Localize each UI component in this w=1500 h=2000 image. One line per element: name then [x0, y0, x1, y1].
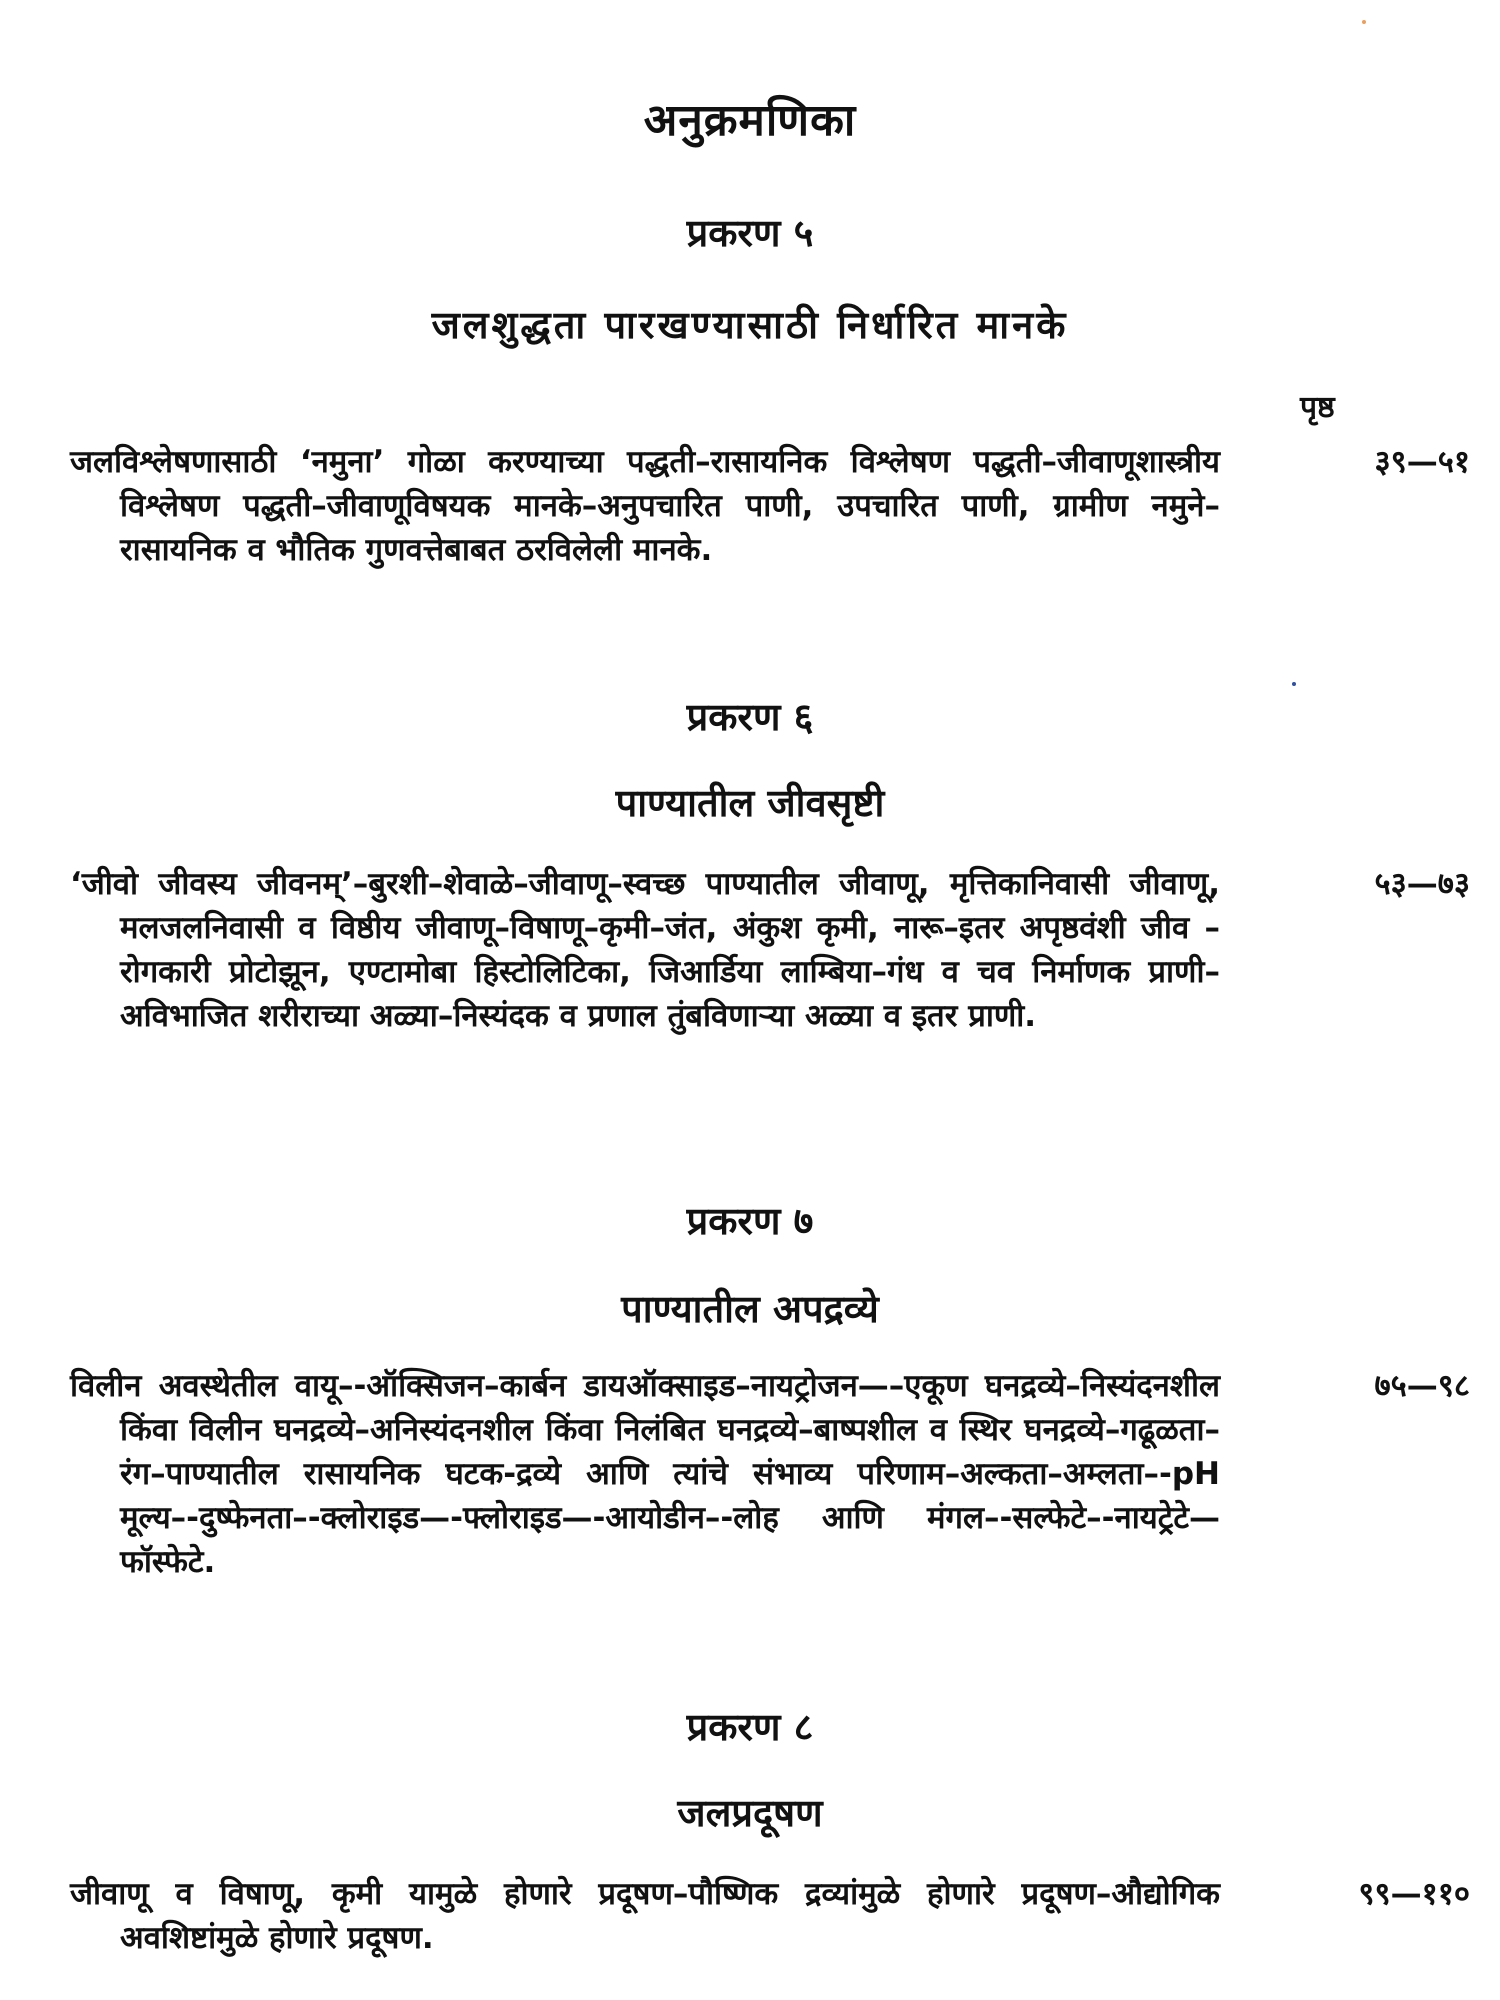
scan-speck — [1362, 20, 1366, 24]
chapter-8-title: जलप्रदूषण — [677, 1791, 823, 1835]
chapter-7-label: प्रकरण ७ — [686, 1199, 814, 1243]
chapter-7-pages: ७५—९८ — [1374, 1368, 1470, 1404]
chapter-8-summary: जीवाणू व विषाणू, कृमी यामुळे होणारे प्रदूषण–पौष्णिक द्रव्यांमुळे होणारे प्रदूषण–औद्योगिक अवशिष्टांमुळे होणारे प्रदूषण. — [70, 1876, 1220, 1956]
chapter-8-label: प्रकरण ८ — [686, 1705, 814, 1749]
chapter-6-summary: ‘जीवो जीवस्य जीवनम्’–बुरशी–शेवाळे–जीवाणू–स्वच्छ पाण्यातील जीवाणू, मृत्तिकानिवासी जीवाणू, मलजलनिवासी व विष्ठीय जीवाणू–विषाणू–कृमी–जंत, अंकुश कृमी, नारू–इतर अपृष्ठवंशी जीव –रोगकारी प्रोटोझून, एण्टामोबा हिस्टोलिटिका, जिआर्डिया लाम्बिया–गंध व चव निर्माणक प्राणी–अविभाजित शरीराच्या अळ्या–निस्यंदक व प्रणाल तुंबविणाऱ्या अळ्या व इतर प्राणी. — [70, 866, 1220, 1034]
chapter-8-pages: ९९—११० — [1358, 1876, 1470, 1912]
chapter-7-title: पाण्यातील अपद्रव्ये — [621, 1287, 879, 1331]
chapter-7-summary: विलीन अवस्थेतील वायू–-ऑक्सिजन–कार्बन डायऑक्साइड–नायट्रोजन—–एकूण घनद्रव्ये–निस्यंदनशील किंवा विलीन घनद्रव्ये–अनिस्यंदनशील किंवा निलंबित घनद्रव्ये–बाष्पशील व स्थिर घनद्रव्ये–गढूळता–रंग–पाण्यातील रासायनिक घटक-द्रव्ये आणि त्यांचे संभाव्य परिणाम–अल्कता–अम्लता–-pH मूल्य–-दुष्फेनता–-क्लोराइड—-फ्लोराइड—-आयोडीन–-लोह आणि मंगल–-सल्फेटे–-नायट्रेटे—फॉस्फेटे. — [70, 1368, 1220, 1580]
chapter-6-label: प्रकरण ६ — [686, 695, 814, 739]
chapter-5-title: जलशुद्धता पारखण्यासाठी निर्धारित मानके — [431, 303, 1069, 347]
chapter-6-pages: ५३—७३ — [1374, 866, 1470, 902]
scan-speck — [1292, 682, 1296, 686]
chapter-6-title: पाण्यातील जीवसृष्टी — [615, 781, 885, 825]
chapter-5-summary: जलविश्लेषणासाठी ‘नमुना’ गोळा करण्याच्या पद्धती–रासायनिक विश्लेषण पद्धती–जीवाणूशास्त्रीय विश्लेषण पद्धती–जीवाणूविषयक मानके–अनुपचारित पाणी, उपचारित पाणी, ग्रामीण नमुने–रासायनिक व भौतिक गुणवत्तेबाबत ठरविलेली मानके. — [70, 444, 1220, 568]
chapter-5-pages: ३९—५१ — [1374, 444, 1470, 480]
page-title: अनुक्रमणिका — [643, 95, 857, 146]
chapter-5-label: प्रकरण ५ — [686, 211, 814, 255]
page-column-header: पृष्ठ — [1300, 390, 1335, 425]
